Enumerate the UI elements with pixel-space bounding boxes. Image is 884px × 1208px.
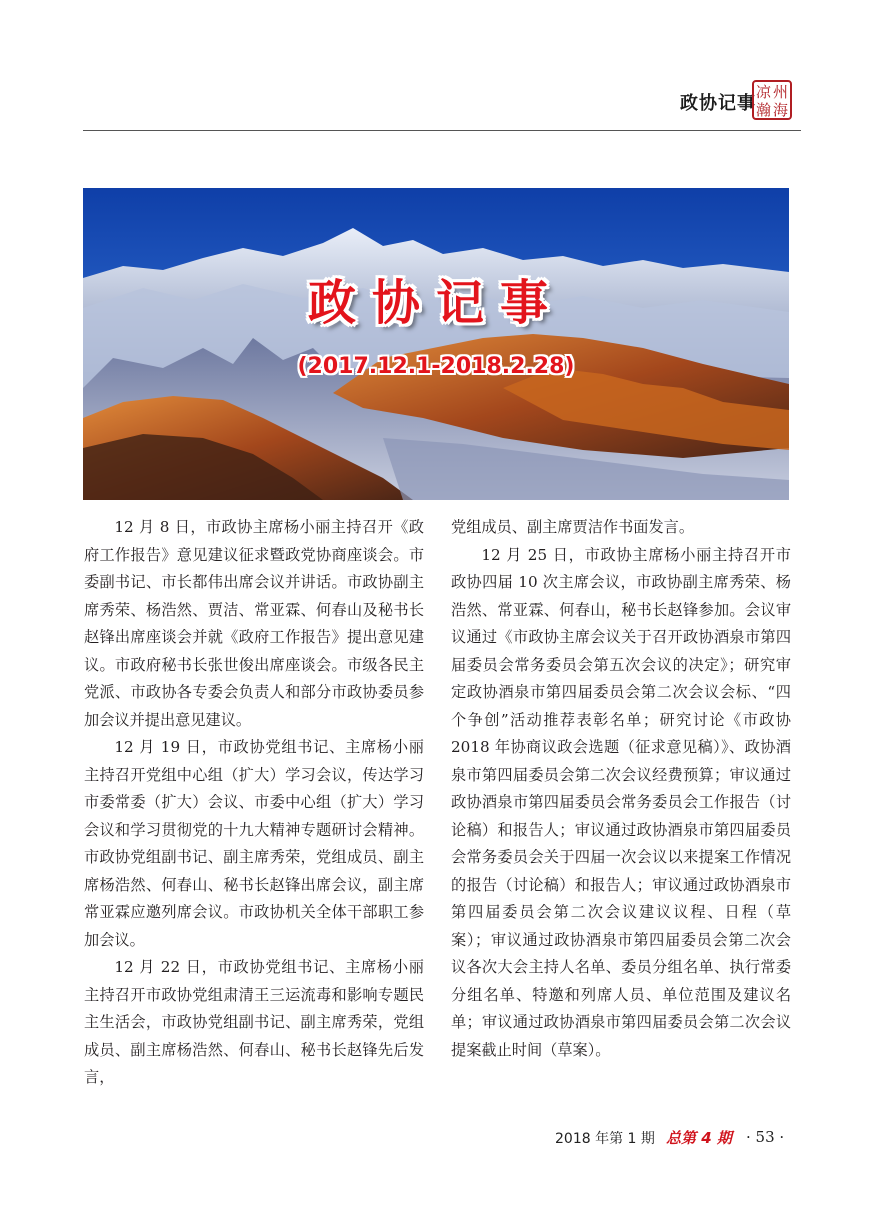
header-divider <box>83 130 801 131</box>
seal-char: 海 <box>772 101 788 119</box>
paragraph: 12 月 22 日，市政协党组书记、主席杨小丽主持召开市政协党组肃清王三运流毒和影响专题民主生活会，市政协党组副书记、副主席秀荣，党组成员、副主席杨浩然、何春山、秘书长赵锋先后发言， <box>84 958 424 1086</box>
seal-char: 凉 <box>755 83 771 101</box>
edition-label: 总第 4 期 <box>666 1129 732 1147</box>
page-number: · 53 · <box>746 1128 785 1146</box>
seal-char: 瀚 <box>755 101 771 119</box>
paragraph: 12 月 19 日，市政协党组书记、主席杨小丽主持召开党组中心组（扩大）学习会议，传达学习市委常委（扩大）会议、市委中心组（扩大）学习会议和学习贯彻党的十九大精神专题研讨会精神。市政协党组副书记、副主席秀荣，党组成员、副主席杨浩然、何春山、秘书长赵锋出席会议，副主席常亚霖应邀列席会议。市政协机关全体干部职工参加会议。 <box>84 738 424 949</box>
issue-label: 2018 年第 1 期 <box>555 1131 655 1147</box>
paragraph-continuation: 党组成员、副主席贾洁作书面发言。 <box>451 518 694 536</box>
page-footer <box>0 1128 884 1152</box>
banner-image <box>83 188 789 500</box>
article-column-left <box>84 514 424 1092</box>
banner-title: 政协记事 <box>307 275 564 331</box>
section-title: 政协记事 <box>680 93 756 114</box>
seal-char: 州 <box>772 83 788 101</box>
paragraph: 12 月 25 日，市政协主席杨小丽主持召开市政协四届 10 次主席会议，市政协副主席秀荣、杨浩然、常亚霖、何春山，秘书长赵锋参加。会议审议通过《市政协主席会议关于召开政协酒泉市第四届委员会常务委员会第五次会议的决定》；研究审定政协酒泉市第四届委员会第二次会议会标、“四个争创”活动推荐表彰名单；研究讨论《市政协 2018 年协商议政会选题（征求意见稿）》、政协酒泉市第四届委员会第二次会议经费预算；审议通过政协酒泉市第四届委员会常务委员会工作报告（讨论稿）和报告人；审议通过政协酒泉市第四届委员会常务委员会关于四届一次会议以来提案工作情况的报告（讨论稿）和报告人；审议通过政协酒泉市第四届委员会第二次会议建议议程、日程（草案）；审议通过政协酒泉市第四届委员会第二次会议各次大会主持人名单、委员分组名单、执行常委分组名单、特邀和列席人员、单位范围及建议名单；审议通过政协酒泉市第四届委员会第二次会议提案截止时间（草案）。 <box>451 545 791 1059</box>
mountain-landscape-illustration <box>83 188 789 500</box>
banner-date-range: (2017.12.1-2018.2.28) <box>297 354 575 379</box>
paragraph: 12 月 8 日，市政协主席杨小丽主持召开《政府工作报告》意见建议征求暨政党协商座谈会。市委副书记、市长都伟出席会议并讲话。市政协副主席秀荣、杨浩然、贾洁、常亚霖、何春山及秘书长赵锋出席座谈会并就《政府工作报告》提出意见建议。市政府秘书长张世俊出席座谈会。市级各民主党派、市政协各专委会负责人和部分市政协委员参加会议并提出意见建议。 <box>84 518 424 729</box>
seal-logo <box>752 80 792 120</box>
article-column-right <box>451 514 791 1064</box>
